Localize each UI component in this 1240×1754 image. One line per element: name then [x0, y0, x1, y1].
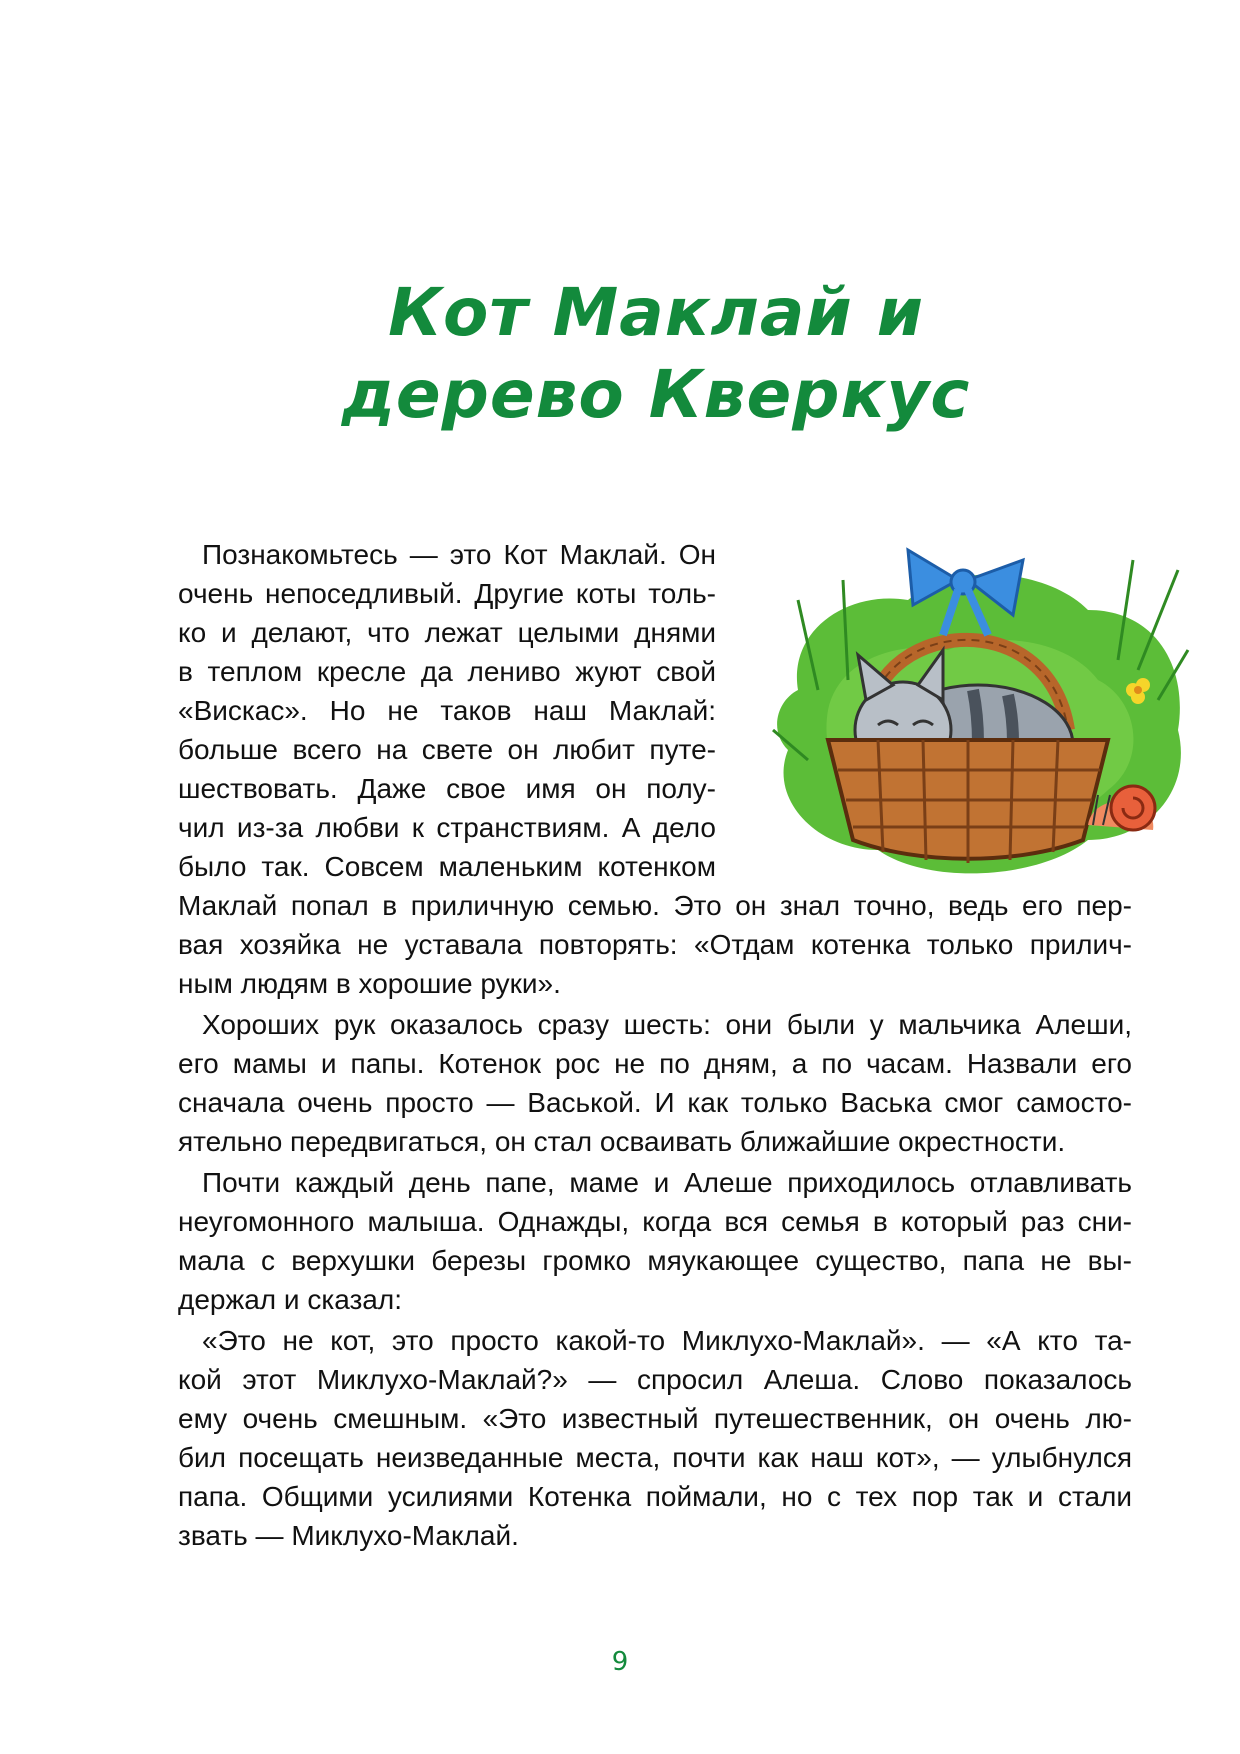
- text-line: звать — Миклухо-Маклай.: [178, 1520, 519, 1551]
- text-line: его мамы и папы. Котенок рос не по дням, а по часам. Назвали его: [178, 1048, 1132, 1079]
- text-line: папа. Общими усилиями Котенка поймали, но с тех пор так и стали: [178, 1481, 1132, 1512]
- text-line: Хороших рук оказалось сразу шесть: они были у мальчика Алеши,: [202, 1009, 1132, 1040]
- text-line: Познакомьтесь — это Кот Маклай. Он: [202, 539, 716, 570]
- chapter-title-line-1: Кот Маклай и: [388, 274, 924, 351]
- cat-in-basket-illustration: [758, 540, 1193, 888]
- text-line: больше всего на свете он любит путе-: [178, 734, 716, 765]
- text-line: ко и делают, что лежат целыми днями: [178, 617, 716, 648]
- text-line: вая хозяйка не уставала повторять: «Отдам котенка только прилич-: [178, 929, 1132, 960]
- text-line: кой этот Миклухо-Маклай?» — спросил Алеша. Слово показалось: [178, 1364, 1132, 1395]
- page-number: 9: [611, 1647, 629, 1677]
- text-line: «Это не кот, это просто какой-то Миклухо-Маклай». — «А кто та-: [202, 1325, 1132, 1356]
- text-line: ему очень смешным. «Это известный путешественник, он очень лю-: [178, 1403, 1132, 1434]
- text-line: неугомонного малыша. Однажды, когда вся семья в который раз сни-: [178, 1206, 1132, 1237]
- text-line: Маклай попал в приличную семью. Это он знал точно, ведь его пер-: [178, 890, 1132, 921]
- chapter-title: [0, 272, 1240, 436]
- text-line: сначала очень просто — Васькой. И как только Васька смог самосто-: [178, 1087, 1132, 1118]
- text-line: было так. Совсем маленьким котенком: [178, 851, 716, 882]
- text-line: очень непоседливый. Другие коты толь-: [178, 578, 716, 609]
- text-line: ным людям в хорошие руки».: [178, 968, 561, 999]
- text-line: чил из-за любви к странствиям. А дело: [178, 812, 716, 843]
- text-line: держал и сказал:: [178, 1284, 402, 1315]
- text-line: бил посещать неизведанные места, почти как наш кот», — улыбнулся: [178, 1442, 1132, 1473]
- text-line: мала с верхушки березы громко мяукающее существо, папа не вы-: [178, 1245, 1132, 1276]
- text-line: «Вискас». Но не таков наш Маклай:: [178, 695, 716, 726]
- text-line: шествовать. Даже свое имя он полу-: [178, 773, 716, 804]
- text-line: Почти каждый день папе, маме и Алеше приходилось отлавливать: [202, 1167, 1132, 1198]
- text-line: ятельно передвигаться, он стал осваивать ближайшие окрестности.: [178, 1126, 1066, 1157]
- text-line: в теплом кресле да лениво жуют свой: [178, 656, 716, 687]
- chapter-title-line-2: дерево Кверкус: [341, 356, 971, 433]
